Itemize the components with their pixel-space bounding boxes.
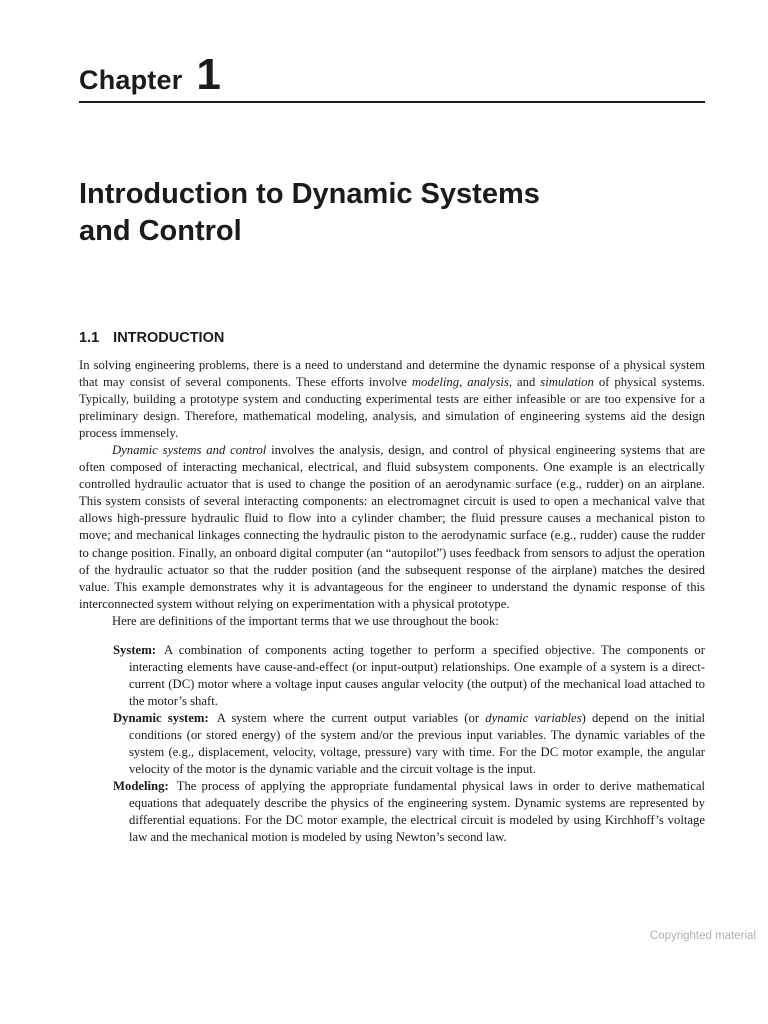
- definition-term: System:: [113, 642, 156, 657]
- paragraph-1-text-c: , and: [508, 375, 541, 390]
- definition-modeling: [113, 778, 705, 846]
- definition-text: A combination of components acting together to perform a specified objective. The components or interacting elements have cause-and-effect (or input-output) relationships. One example of a system is a direct-current (DC) motor where a voltage input causes angular velocity (the output) of the mechanical load attached to the motor’s shaft.: [129, 642, 705, 708]
- paragraph-3: Here are definitions of the important terms that we use throughout the book:: [112, 613, 499, 628]
- copyright-watermark: Copyrighted material: [649, 930, 756, 942]
- definition-text: The process of applying the appropriate fundamental physical laws in order to derive mathematical equations that adequately describe the physics of the engineering system. Dynamic systems are represented by differential equations. For the DC motor example, the electrical circuit is modeled by using Kirchhoff’s voltage law and the mechanical motion is modeled by using Newton’s second law.: [129, 779, 705, 845]
- definition-text-b: ) depend on the initial conditions (or stored energy) of the system and/or the previous input variables. The dynamic variables of the system (e.g., displacement, velocity, voltage, pressure) vary with time. For the DC motor example, the angular velocity of the motor is the dynamic variable and the circuit voltage is the input.: [129, 710, 706, 777]
- chapter-word: Chapter: [79, 65, 183, 95]
- term-simulation-emphasis: simulation: [540, 375, 594, 390]
- definition-term: Modeling:: [113, 779, 169, 794]
- definition-term: Dynamic system:: [113, 710, 209, 725]
- definition-text-a: A system where the current output variables (or: [216, 710, 486, 725]
- section-title: INTRODUCTION: [113, 330, 225, 346]
- paragraph-1-text-a: In solving engineering problems, there is a need to understand and determine the dynamic response of a physical system that may consist of several components. These efforts involve: [79, 358, 705, 390]
- chapter-rule: [79, 101, 705, 103]
- term-analysis-emphasis: analysis: [467, 375, 509, 390]
- paragraph-1-text-b: ,: [459, 375, 468, 390]
- section-heading: [79, 330, 224, 346]
- paragraph-1-text-d: of physical systems. Typically, building a prototype system and conducting experimental tests are either infeasible or are too expensive for a preliminary design. Therefore, mathematical modeling, analysis, and simulation of engineering systems aid the design process immensely.: [79, 375, 705, 441]
- definition-system: [113, 642, 705, 710]
- chapter-title-line-2: and Control: [79, 215, 242, 247]
- paragraph-1: [79, 357, 705, 442]
- chapter-title-line-1: Introduction to Dynamic Systems: [79, 178, 540, 210]
- definition-dynamic-system: [113, 710, 705, 778]
- chapter-title: [79, 176, 719, 250]
- chapter-label: [79, 50, 221, 100]
- section-number: 1.1: [79, 330, 100, 346]
- paragraph-2-emphasis: Dynamic systems and control: [112, 443, 267, 458]
- body-text: [79, 357, 705, 846]
- paragraph-2: [79, 442, 705, 612]
- definitions-list: [79, 642, 705, 847]
- paragraph-2-text: involves the analysis, design, and control of physical engineering systems that are often composed of interacting mechanical, electrical, and fluid subsystem components. One example is an electrically controlled hydraulic actuator that is used to change the position of an aerodynamic surface (e.g., rudder) on an airplane. This system consists of several interacting components: an electromagnet circuit is used to open a mechanical valve that allows high-pressure hydraulic fluid to flow into a cylinder chamber; the fluid pressure causes a mechanical piston to move; and mechanical linkages connecting the hydraulic piston to the aerodynamic surface (e.g., rudder) cause the rudder to change position. Finally, an onboard digital computer (an “autopilot”) uses feedback from sensors to adjust the operation of the hydraulic actuator so that the rudder position (and the subsequent response of the airplane) matches the desired value. This example demonstrates why it is advantageous for the engineer to understand the dynamic response of this interconnected system without relying on experimentation with a physical prototype.: [79, 443, 705, 611]
- definition-emphasis: dynamic variables: [485, 710, 582, 725]
- term-modeling-emphasis: modeling: [411, 375, 460, 390]
- chapter-number: 1: [196, 50, 221, 99]
